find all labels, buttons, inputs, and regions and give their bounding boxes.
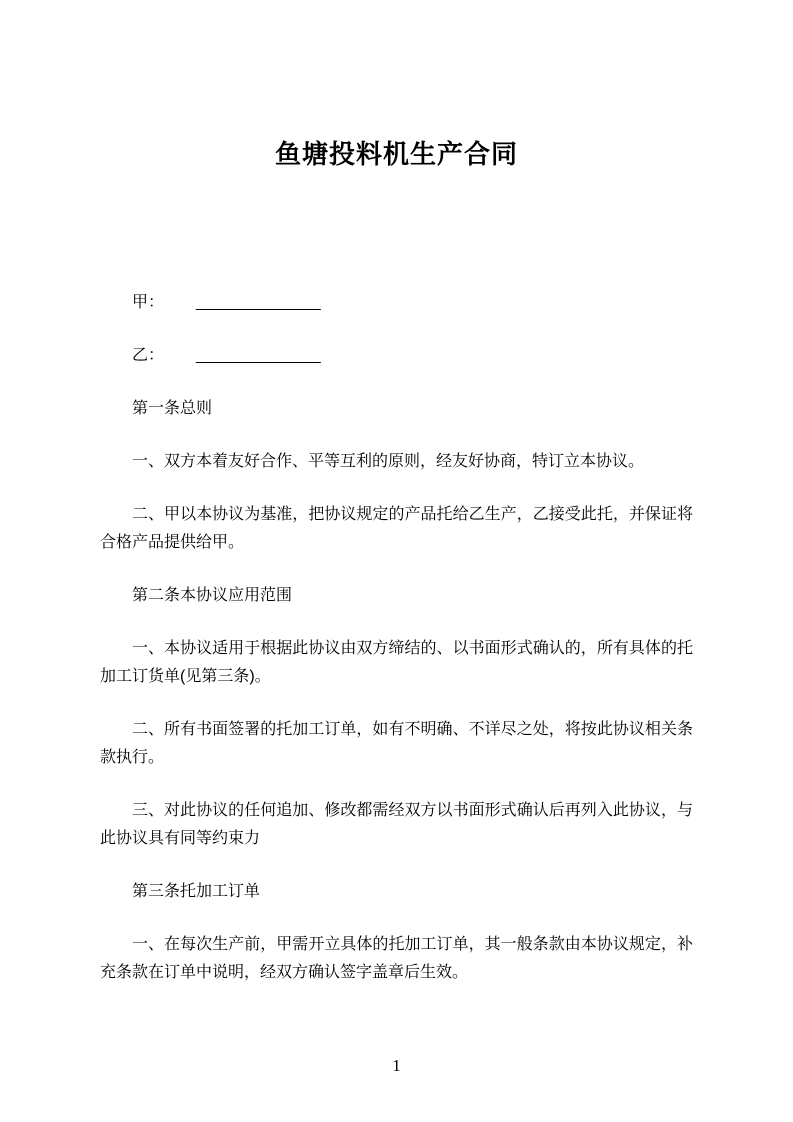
- document-title: 鱼塘投料机生产合同: [274, 139, 518, 169]
- party-a-blank-line: ______________: [196, 294, 321, 311]
- section-heading-article-2: 第二条本协议应用范围: [132, 587, 293, 604]
- party-b-row: [100, 342, 693, 370]
- clause-article1-item2: 二、甲以本协议为基准，把协议规定的产品托给乙生产，乙接受此托，并保证将合格产品提供给甲。: [100, 506, 693, 551]
- clause-article1-item1: 一、双方本着友好合作、平等互利的原则，经友好协商，特订立本协议。: [132, 453, 645, 470]
- party-a-row: [100, 289, 693, 317]
- party-a-label: 甲：: [132, 294, 165, 311]
- section-heading-article-1: 第一条总则: [132, 400, 213, 417]
- party-b-blank-line: ______________: [196, 347, 321, 364]
- clause-article3-item1: 一、在每次生产前，甲需开立具体的托加工订单，其一般条款由本协议规定，补充条款在订单中说明，经双方确认签字盖章后生效。: [100, 936, 693, 981]
- clause-article2-item1: 一、本协议适用于根据此协议由双方缔结的、以书面形式确认的，所有具体的托加工订货单(见第三条)。: [100, 640, 693, 685]
- party-b-label: 乙：: [132, 347, 165, 364]
- clause-article2-item2: 二、所有书面签署的托加工订单，如有不明确、不详尽之处，将按此协议相关条款执行。: [100, 721, 693, 766]
- page-number: 1: [392, 1056, 401, 1075]
- section-heading-article-3: 第三条托加工订单: [132, 883, 261, 900]
- clause-article2-item3: 三、对此协议的任何追加、修改都需经双方以书面形式确认后再列入此协议，与此协议具有同等约束力: [100, 802, 693, 847]
